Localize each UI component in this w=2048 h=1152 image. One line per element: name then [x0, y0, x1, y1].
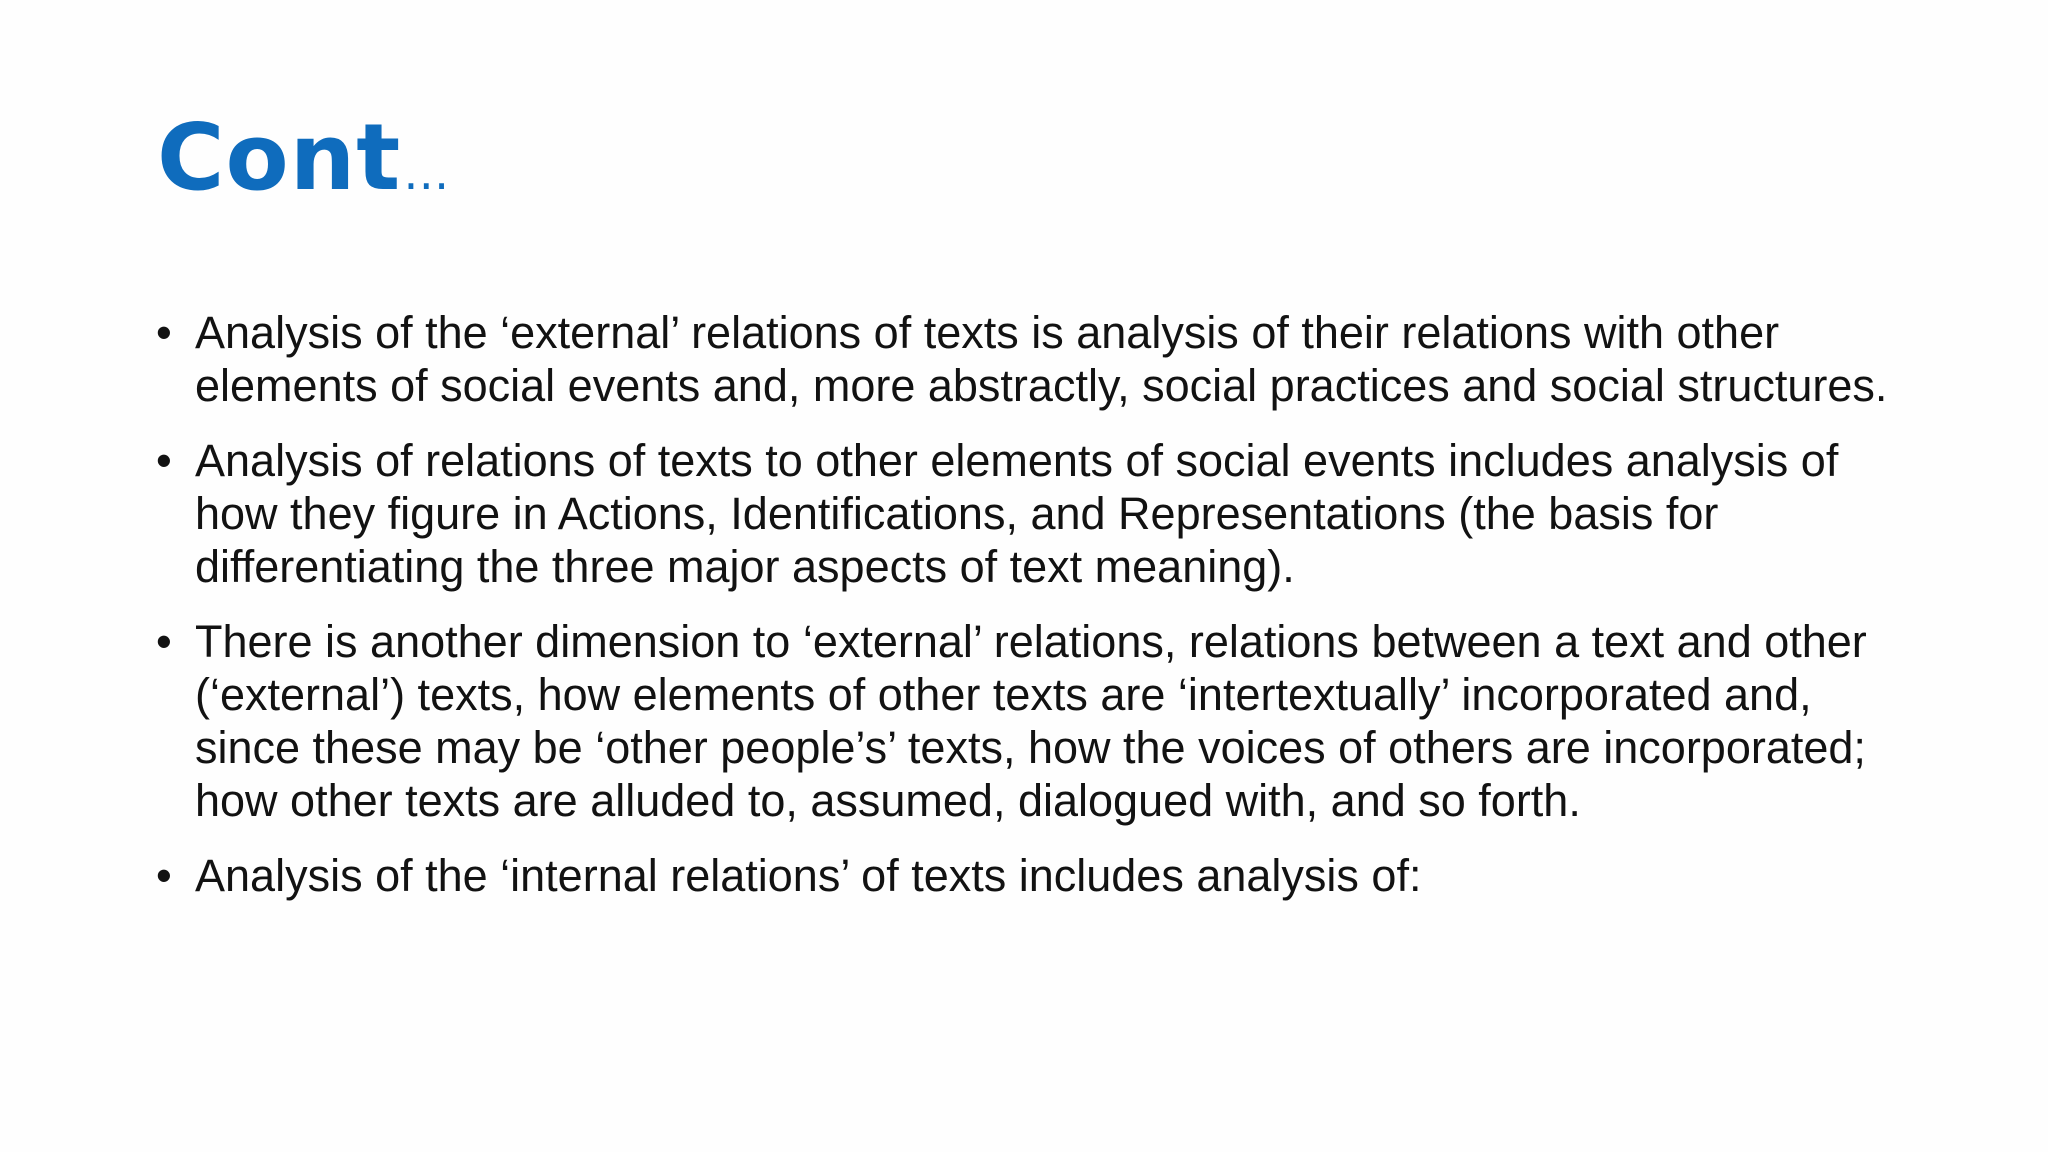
bullet-marker: • — [156, 307, 172, 358]
bullet-text: Analysis of the ‘external’ relations of texts is analysis of their relations with other elements of social events and, more abstractly, social practices and social structures. — [195, 307, 1888, 411]
bullet-marker: • — [156, 850, 172, 901]
bullet-marker: • — [156, 616, 172, 667]
bullet-marker: • — [156, 435, 172, 486]
bullet-list — [152, 306, 1912, 924]
slide-title-ellipsis: … — [403, 146, 450, 200]
slide-title — [157, 104, 450, 211]
bullet-item — [152, 849, 1912, 902]
bullet-item — [152, 434, 1912, 593]
bullet-text: There is another dimension to ‘external’ relations, relations between a text and other (‘external’) texts, how elements of other texts are ‘intertextually’ incorporated and, since these may be ‘other people’s’ texts, how the voices of others are incorporated; how other texts are alluded to, assumed, dialogued with, and so forth. — [195, 616, 1867, 826]
bullet-item — [152, 615, 1912, 827]
bullet-text: Analysis of the ‘internal relations’ of texts includes analysis of: — [195, 850, 1422, 901]
slide-title-main: Cont — [157, 104, 402, 211]
bullet-text: Analysis of relations of texts to other elements of social events includes analysis of how they figure in Actions, Identifications, and Representations (the basis for differentiating the three major aspects of text meaning). — [195, 435, 1839, 592]
bullet-item — [152, 306, 1912, 412]
